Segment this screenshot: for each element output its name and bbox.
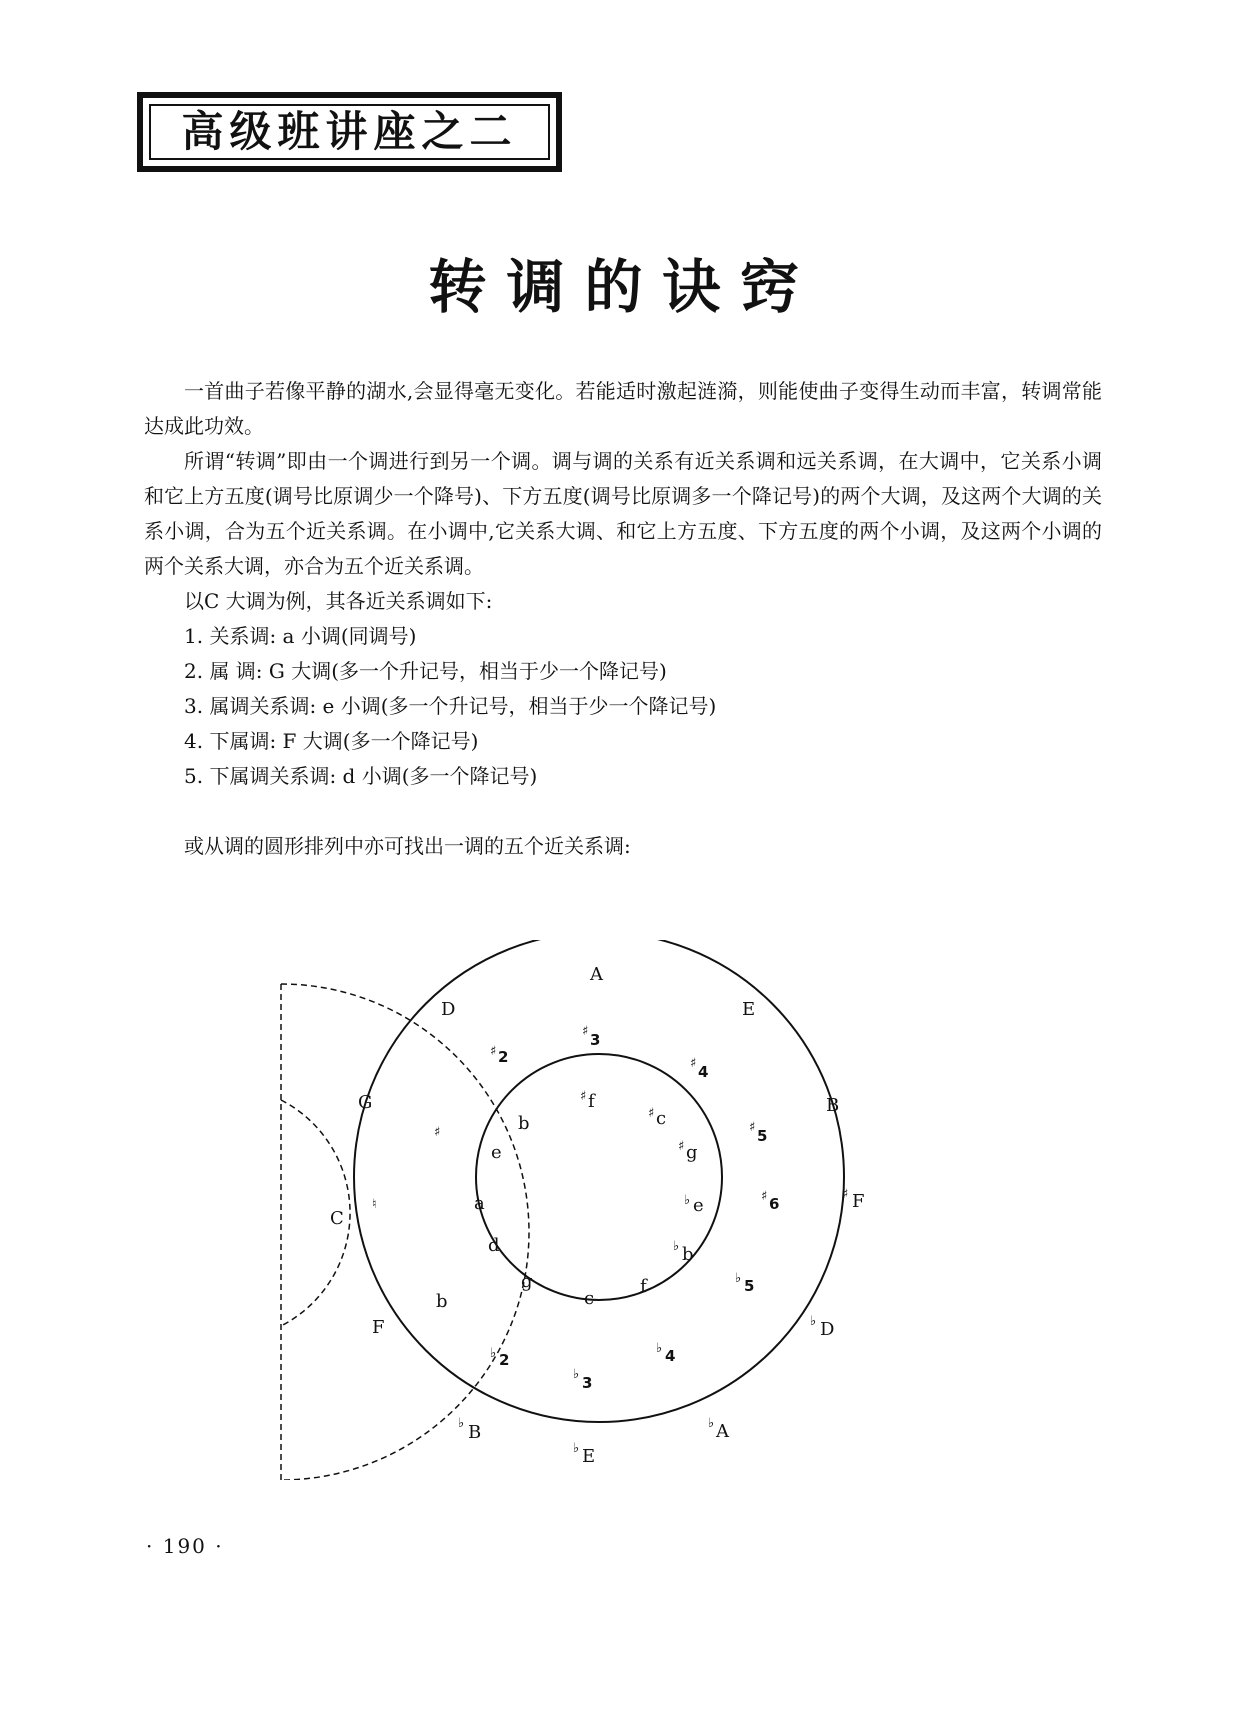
signature-five-sharps-symbol: ♯ xyxy=(749,1120,756,1135)
inner-key-f-sharp-symbol: ♯ xyxy=(580,1089,587,1104)
signature-five-sharps-number: 5 xyxy=(757,1127,768,1145)
outer-key-a-flat: A xyxy=(716,1421,729,1442)
outer-key-e: E xyxy=(742,999,756,1020)
signature-six-sharps-symbol: ♯ xyxy=(761,1189,768,1204)
signature-two-sharps-symbol: ♯ xyxy=(490,1044,497,1059)
inner-key-c: c xyxy=(584,1288,595,1309)
paragraph-example-intro: 以C 大调为例，其各近关系调如下: xyxy=(184,589,493,613)
outer-key-e-flat-symbol: ♭ xyxy=(573,1441,580,1456)
inner-key-g-sharp: g xyxy=(686,1142,698,1163)
list-item-dominant-key: 2. 属 调: G 大调(多一个升记号，相当于少一个降记号) xyxy=(184,659,667,683)
signature-four-flats-symbol: ♭ xyxy=(656,1341,663,1356)
circle-of-fifths-diagram xyxy=(0,940,1247,1480)
outer-key-b: B xyxy=(826,1095,840,1116)
outer-key-b-flat: B xyxy=(468,1422,482,1443)
inner-key-b: b xyxy=(518,1113,530,1134)
signature-two-flats-symbol: ♭ xyxy=(490,1346,497,1361)
inner-key-e: e xyxy=(491,1142,502,1163)
paragraph-definition: 所谓“转调”即由一个调进行到另一个调。调与调的关系有近关系调和远关系调，在大调中，它关系小调和它上方五度(调号比原调少一个降号)、下方五度(调号比原调多一个降记号)的两个大调，及这两个大调的关系小调，合为五个近关系调。在小调中,它关系大调、和它上方五度、下方五度的两个小调，及这两个小调的两个关系大调，亦合为五个近关系调。 xyxy=(144,449,1102,578)
inner-key-e-flat: e xyxy=(693,1195,704,1216)
list-item-subdominant-key: 4. 下属调: F 大调(多一个降记号) xyxy=(184,729,479,753)
signature-four-sharps-number: 4 xyxy=(698,1063,709,1081)
signature-four-flats-number: 4 xyxy=(665,1347,676,1365)
series-header-label: 高级班讲座之二 xyxy=(181,107,518,156)
signature-four-sharps-symbol: ♯ xyxy=(690,1056,697,1071)
outer-key-f-sharp: F xyxy=(852,1191,865,1212)
outer-key-c: C xyxy=(330,1208,344,1229)
signature-natural: ♮ xyxy=(372,1197,377,1212)
list-item-dominant-relative-key: 3. 属调关系调: e 小调(多一个升记号，相当于少一个降记号) xyxy=(184,694,717,718)
paragraph-circle-intro: 或从调的圆形排列中亦可找出一调的五个近关系调: xyxy=(184,834,631,858)
inner-key-g-sharp-symbol: ♯ xyxy=(678,1139,685,1154)
series-header-inner-frame xyxy=(149,104,550,160)
inner-key-e-flat-symbol: ♭ xyxy=(684,1193,691,1208)
signature-three-sharps-symbol: ♯ xyxy=(582,1024,589,1039)
paragraph-spacer xyxy=(144,794,1102,829)
inner-key-c-sharp: c xyxy=(656,1108,667,1129)
inner-key-b-flat: b xyxy=(682,1244,694,1265)
article-body xyxy=(144,374,1102,864)
inner-key-a: a xyxy=(474,1193,485,1214)
outer-key-a: A xyxy=(590,964,603,985)
outer-key-a-flat-symbol: ♭ xyxy=(708,1416,715,1431)
outer-key-f-sharp-symbol: ♯ xyxy=(842,1187,849,1202)
inner-key-d: d xyxy=(488,1235,500,1256)
signature-three-flats-number: 3 xyxy=(582,1374,593,1392)
signature-three-sharps-number: 3 xyxy=(590,1031,601,1049)
list-item-subdominant-relative-key: 5. 下属调关系调: d 小调(多一个降记号) xyxy=(184,764,538,788)
signature-six-sharps-number: 6 xyxy=(769,1195,780,1213)
signature-five-flats-symbol: ♭ xyxy=(735,1271,742,1286)
signature-two-sharps-number: 2 xyxy=(498,1048,509,1066)
article-title: 转调的诀窍 xyxy=(428,253,819,321)
outer-key-d: D xyxy=(441,999,456,1020)
inner-key-f: f xyxy=(640,1276,647,1297)
outer-key-b-flat-symbol: ♭ xyxy=(458,1416,465,1431)
list-item-relative-key: 1. 关系调: a 小调(同调号) xyxy=(184,624,417,648)
outer-key-d-flat: D xyxy=(820,1319,835,1340)
inner-key-c-sharp-symbol: ♯ xyxy=(648,1106,655,1121)
signature-two-flats-number: 2 xyxy=(499,1351,510,1369)
page-number: · 190 · xyxy=(146,1534,224,1558)
signature-five-flats-number: 5 xyxy=(744,1277,755,1295)
paragraph-intro: 一首曲子若像平静的湖水,会显得毫无变化。若能适时激起涟漪，则能使曲子变得生动而丰富，转调常能达成此功效。 xyxy=(144,379,1102,438)
signature-three-flats-symbol: ♭ xyxy=(573,1367,580,1382)
inner-key-f-sharp: f xyxy=(588,1091,595,1112)
inner-key-g: g xyxy=(521,1271,533,1292)
outer-key-g: G xyxy=(358,1092,373,1113)
outer-circle xyxy=(354,940,844,1422)
series-header-box xyxy=(137,92,562,172)
outer-key-d-flat-symbol: ♭ xyxy=(810,1314,817,1329)
inner-key-b-flat-symbol: ♭ xyxy=(673,1239,680,1254)
outer-key-f: F xyxy=(372,1317,385,1338)
outer-key-e-flat: E xyxy=(582,1446,596,1467)
signature-one-flat: b xyxy=(436,1291,448,1312)
signature-one-sharp: ♯ xyxy=(434,1125,441,1140)
